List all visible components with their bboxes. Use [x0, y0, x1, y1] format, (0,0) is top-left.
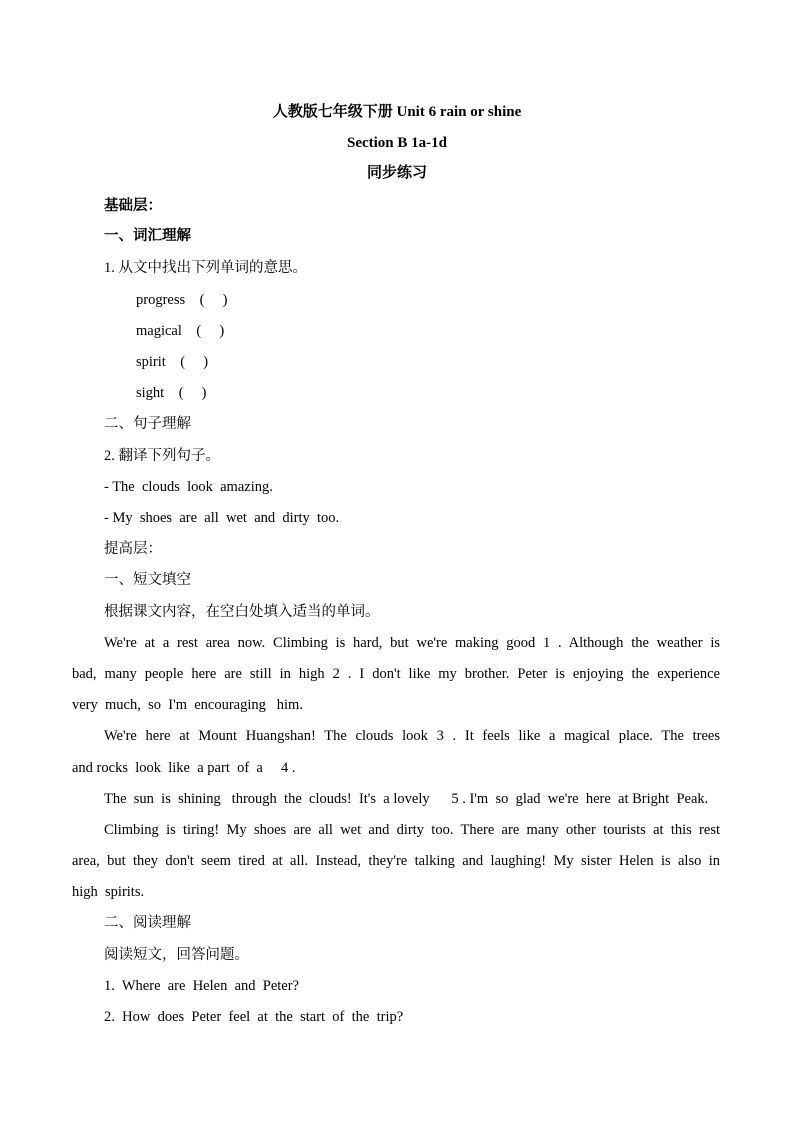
vocab-item-sight: sight ( )	[136, 385, 207, 401]
reading-question-2: 2. How does Peter feel at the start of the trip?	[104, 1009, 404, 1025]
vocab-section-heading: 一、词汇理解	[104, 228, 191, 244]
cloze-paragraph-4-line-3: high spirits.	[72, 884, 145, 900]
reading-instruction: 阅读短文，回答问题。	[104, 947, 249, 963]
cloze-instruction: 根据课文内容，在空白处填入适当的单词。	[104, 604, 380, 620]
cloze-paragraph-2-line-2: and rocks look like a part of a 4 .	[72, 760, 296, 776]
cloze-paragraph-2-line-1: We're here at Mount Huangshan! The clouds look 3 . It feels like a magical place. The trees	[104, 728, 720, 744]
vocab-item-progress: progress ( )	[136, 292, 228, 308]
sentence-item-2: - My shoes are all wet and dirty too.	[104, 510, 340, 526]
basic-level-label: 基础层：	[104, 198, 162, 214]
vocab-instruction: 1. 从文中找出下列单词的意思。	[104, 260, 307, 276]
cloze-paragraph-1-line-2: bad, many people here are still in high 2 . I don't like my brother. Peter is enjoying the experience	[72, 666, 720, 682]
cloze-section-heading: 一、短文填空	[104, 572, 191, 588]
document-title: 人教版七年级下册 Unit 6 rain or shine	[272, 104, 522, 120]
vocab-item-spirit: spirit ( )	[136, 354, 209, 370]
cloze-paragraph-1-line-1: We're at a rest area now. Climbing is hard, but we're making good 1 . Although the weather is	[104, 635, 720, 651]
document-subtitle: Section B 1a-1d	[346, 135, 447, 151]
document-subtitle-practice: 同步练习	[366, 165, 427, 181]
cloze-paragraph-1-line-3: very much, so I'm encouraging him.	[72, 697, 303, 713]
advanced-level-label: 提高层：	[104, 541, 162, 557]
reading-question-1: 1. Where are Helen and Peter?	[104, 978, 299, 994]
cloze-paragraph-3-line-1: The sun is shining through the clouds! It's a lovely 5 . I'm so glad we're here at Bright Peak.	[104, 791, 709, 807]
reading-section-heading: 二、阅读理解	[104, 915, 191, 931]
vocab-item-magical: magical ( )	[136, 323, 225, 339]
cloze-paragraph-4-line-2: area, but they don't seem tired at all. Instead, they're talking and laughing! My sister Helen is also in	[72, 853, 720, 869]
cloze-paragraph-4-line-1: Climbing is tiring! My shoes are all wet and dirty too. There are many other tourists at this rest	[104, 822, 720, 838]
sentence-instruction: 2. 翻译下列句子。	[104, 448, 220, 464]
sentence-section-heading: 二、句子理解	[104, 416, 191, 432]
sentence-item-1: - The clouds look amazing.	[104, 479, 273, 495]
